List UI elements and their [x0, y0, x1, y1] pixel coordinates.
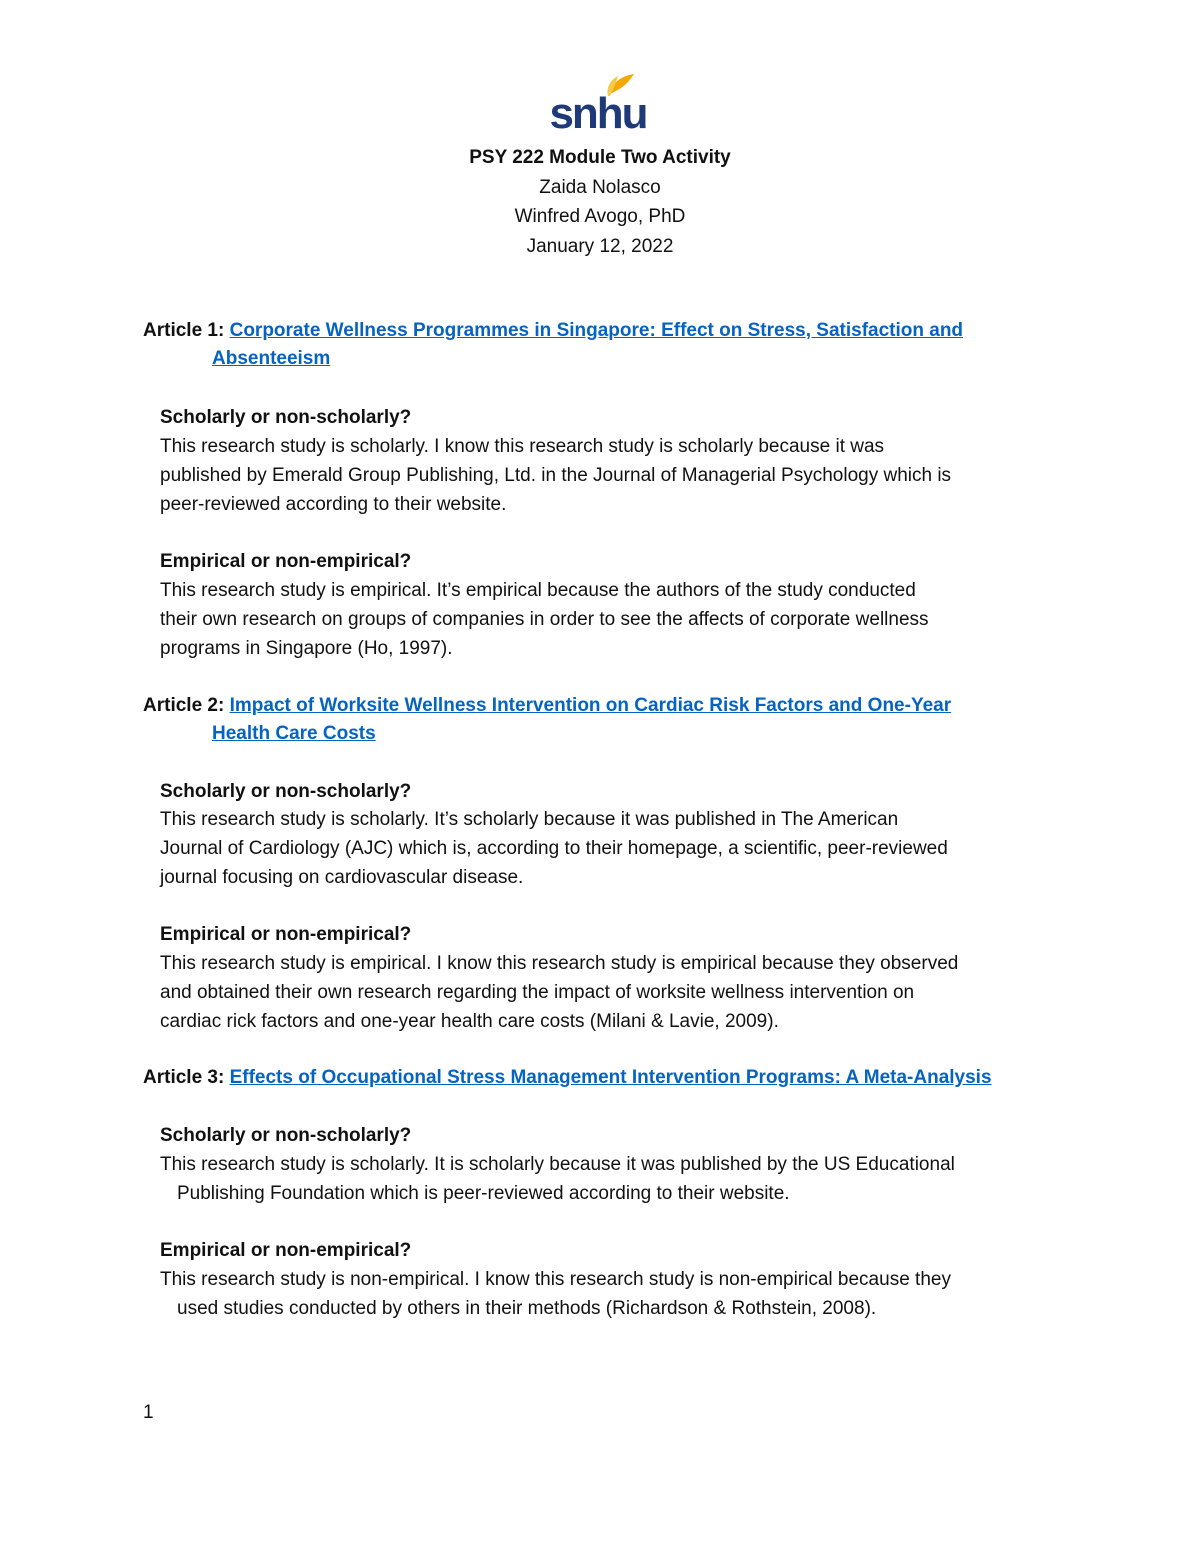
- article-2-q1: Scholarly or non-scholarly?: [160, 781, 412, 802]
- snhu-logo: [548, 72, 648, 138]
- article-3-q1: Scholarly or non-scholarly?: [160, 1125, 412, 1146]
- article-2-heading-cont: [212, 719, 376, 748]
- instructor-name: Winfred Avogo, PhD: [514, 206, 686, 227]
- logo-wordmark: snhu: [549, 89, 647, 138]
- article-1-a2-line: This research study is empirical. It’s empirical because the authors of the study conducted: [160, 580, 916, 601]
- article-3-a1-line: Publishing Foundation which is peer-reviewed according to their website.: [177, 1183, 790, 1204]
- article-2-heading: [143, 691, 951, 720]
- page-number: 1: [143, 1402, 154, 1423]
- article-2-a2-line: cardiac rick factors and one-year health care costs (Milani & Lavie, 2009).: [160, 1011, 779, 1032]
- article-label: Article 2:: [143, 695, 225, 716]
- article-label: Article 3:: [143, 1067, 225, 1088]
- article-2-link[interactable]: Impact of Worksite Wellness Intervention on Cardiac Risk Factors and One-Year: [229, 695, 952, 716]
- article-1-link[interactable]: Corporate Wellness Programmes in Singapore: Effect on Stress, Satisfaction and: [229, 320, 964, 341]
- student-name: Zaida Nolasco: [539, 176, 661, 198]
- article-1-a2-line: programs in Singapore (Ho, 1997).: [160, 638, 453, 659]
- article-3-heading: [143, 1063, 992, 1092]
- article-1-link-cont[interactable]: Absenteeism: [212, 348, 331, 369]
- article-1-a1-line: published by Emerald Group Publishing, Ltd. in the Journal of Managerial Psychology which is: [160, 465, 952, 486]
- article-2-a1-line: journal focusing on cardiovascular disease.: [160, 867, 524, 888]
- article-1-heading: [143, 316, 963, 345]
- article-label: Article 1:: [143, 320, 225, 341]
- submission-date: January 12, 2022: [526, 235, 674, 257]
- article-2-a1-line: This research study is scholarly. It’s scholarly because it was published in The American: [160, 809, 899, 830]
- article-1-q1: Scholarly or non-scholarly?: [160, 407, 412, 428]
- article-2-a1-line: Journal of Cardiology (AJC) which is, according to their homepage, a scientific, peer-reviewed: [160, 838, 948, 859]
- article-2-a2-line: This research study is empirical. I know this research study is empirical because they observed: [160, 953, 959, 974]
- article-3-q2: Empirical or non-empirical?: [160, 1240, 412, 1261]
- article-1-a2-line: their own research on groups of companies in order to see the affects of corporate wellness: [160, 609, 929, 630]
- article-2-a2-line: and obtained their own research regarding the impact of worksite wellness intervention on: [160, 982, 915, 1003]
- document-header: [0, 143, 1200, 261]
- article-2-q2: Empirical or non-empirical?: [160, 924, 412, 945]
- article-3-a2-line: used studies conducted by others in their methods (Richardson & Rothstein, 2008).: [177, 1298, 877, 1319]
- article-1-a1-line: peer-reviewed according to their website.: [160, 494, 507, 515]
- assignment-title: PSY 222 Module Two Activity: [469, 147, 731, 168]
- article-3-a1-line: This research study is scholarly. It is scholarly because it was published by the US Educational: [160, 1154, 955, 1175]
- article-2-link-cont[interactable]: Health Care Costs: [212, 723, 376, 744]
- article-1-heading-cont: [212, 344, 330, 373]
- article-3-a2-line: This research study is non-empirical. I know this research study is non-empirical because they: [160, 1269, 951, 1290]
- article-1-a1-line: This research study is scholarly. I know this research study is scholarly because it was: [160, 436, 885, 457]
- article-1-q2: Empirical or non-empirical?: [160, 551, 412, 572]
- article-3-link[interactable]: Effects of Occupational Stress Management Intervention Programs: A Meta-Analysis: [229, 1067, 992, 1088]
